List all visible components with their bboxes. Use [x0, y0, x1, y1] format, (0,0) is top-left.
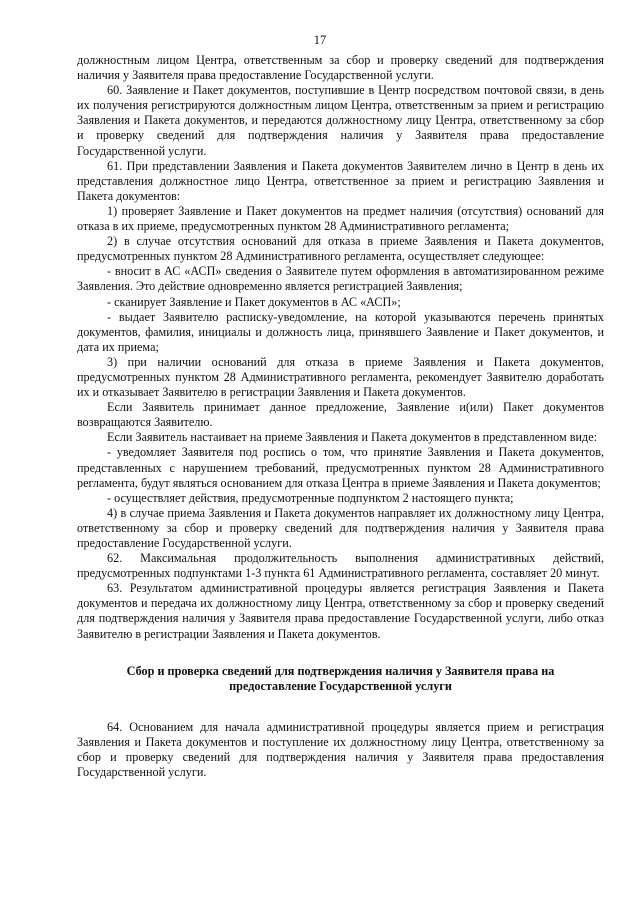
- paragraph-62: 62. Максимальная продолжительность выполнения административных действий, предусмотренных подпунктами 1-3 пункта 61 Административного регламента, составляет 20 минут.: [77, 551, 604, 581]
- paragraph-insists-bullet-1: - уведомляет Заявителя под роспись о том, что принятие Заявления и Пакета документов, представленных с нарушением требований, предусмотренных пунктом 28 Административного регламента, будут являться основанием для отказа Центра в приеме Заявления и Пакета документов;: [77, 445, 604, 490]
- document-body: [77, 53, 604, 780]
- paragraph-continuation: должностным лицом Центра, ответственным за сбор и проверку сведений для подтверждения наличия у Заявителя права предоставление Государственной услуги.: [77, 53, 604, 83]
- paragraph-61-item-2: 2) в случае отсутствия оснований для отказа в приеме Заявления и Пакета документов, предусмотренных пунктом 28 Административного регламента, осуществляет следующее:: [77, 234, 604, 264]
- paragraph-61-item-2-bullet-3: - выдает Заявителю расписку-уведомление, на которой указываются перечень принятых документов, фамилия, инициалы и должность лица, принявшего Заявление и Пакет документов, и дата их приема;: [77, 309, 604, 354]
- page-number: 17: [313, 33, 327, 47]
- section-heading: Сбор и проверка сведений для подтверждения наличия у Заявителя права на предоставление Государственной услуги: [126, 663, 555, 693]
- paragraph-insists-bullet-2: - осуществляет действия, предусмотренные подпунктом 2 настоящего пункта;: [107, 490, 514, 505]
- paragraph-61-item-2-bullet-1: - вносит в АС «АСП» сведения о Заявителе путем оформления в автоматизированном режиме Заявления. Это действие одновременно является регистрацией Заявления;: [77, 264, 604, 294]
- paragraph-61-item-4: 4) в случае приема Заявления и Пакета документов направляет их должностному лицу Центра, ответственному за сбор и проверку сведений для подтверждения наличия у Заявителя права предоставление Государственной услуги.: [77, 505, 604, 550]
- paragraph-61: 61. При представлении Заявления и Пакета документов Заявителем лично в Центр в день их представления должностное лицо Центра, ответственное за прием и регистрацию Заявления и Пакета документов:: [77, 158, 604, 203]
- paragraph-60: 60. Заявление и Пакет документов, поступившие в Центр посредством почтовой связи, в день их получения регистрируются должностным лицом Центра, ответственным за прием и регистрацию Заявления и Пакета документов, и передаются должностному лицу Центра, ответственному за сбор и проверку сведений для подтверждения наличия у Заявителя права предоставление Государственной услуги.: [77, 83, 604, 158]
- paragraph-61-item-2-bullet-2: - сканирует Заявление и Пакет документов в АС «АСП»;: [107, 294, 401, 309]
- paragraph-61-item-1: 1) проверяет Заявление и Пакет документов на предмет наличия (отсутствия) оснований для отказа в их приеме, предусмотренных пунктом 28 Административного регламента;: [77, 203, 604, 234]
- paragraph-61-item-3: 3) при наличии оснований для отказа в приеме Заявления и Пакета документов, предусмотренных пунктом 28 Административного регламента, рекомендует Заявителю доработать их и отказывает Заявителю в регистрации Заявления и Пакета документов.: [77, 354, 604, 400]
- paragraph-64: 64. Основанием для начала административной процедуры является прием и регистрация Заявления и Пакета документов и поступление их должностному лицу Центра, ответственному за сбор и проверку сведений для подтверждения наличия у Заявителя права предоставления Государственной услуги.: [77, 719, 604, 780]
- paragraph-63: 63. Результатом административной процедуры является регистрация Заявления и Пакета документов и передача их должностному лицу Центра, ответственному за сбор и проверку сведений для подтверждения наличия у Заявителя права предоставление Государственной услуги, либо отказ Заявителю в регистрации Заявления и Пакета документов.: [77, 581, 604, 641]
- paragraph-if-insists: Если Заявитель настаивает на приеме Заявления и Пакета документов в представленном виде:: [107, 430, 598, 445]
- paragraph-if-accepts: Если Заявитель принимает данное предложение, Заявление и(или) Пакет документов возвращаются Заявителю.: [77, 400, 604, 430]
